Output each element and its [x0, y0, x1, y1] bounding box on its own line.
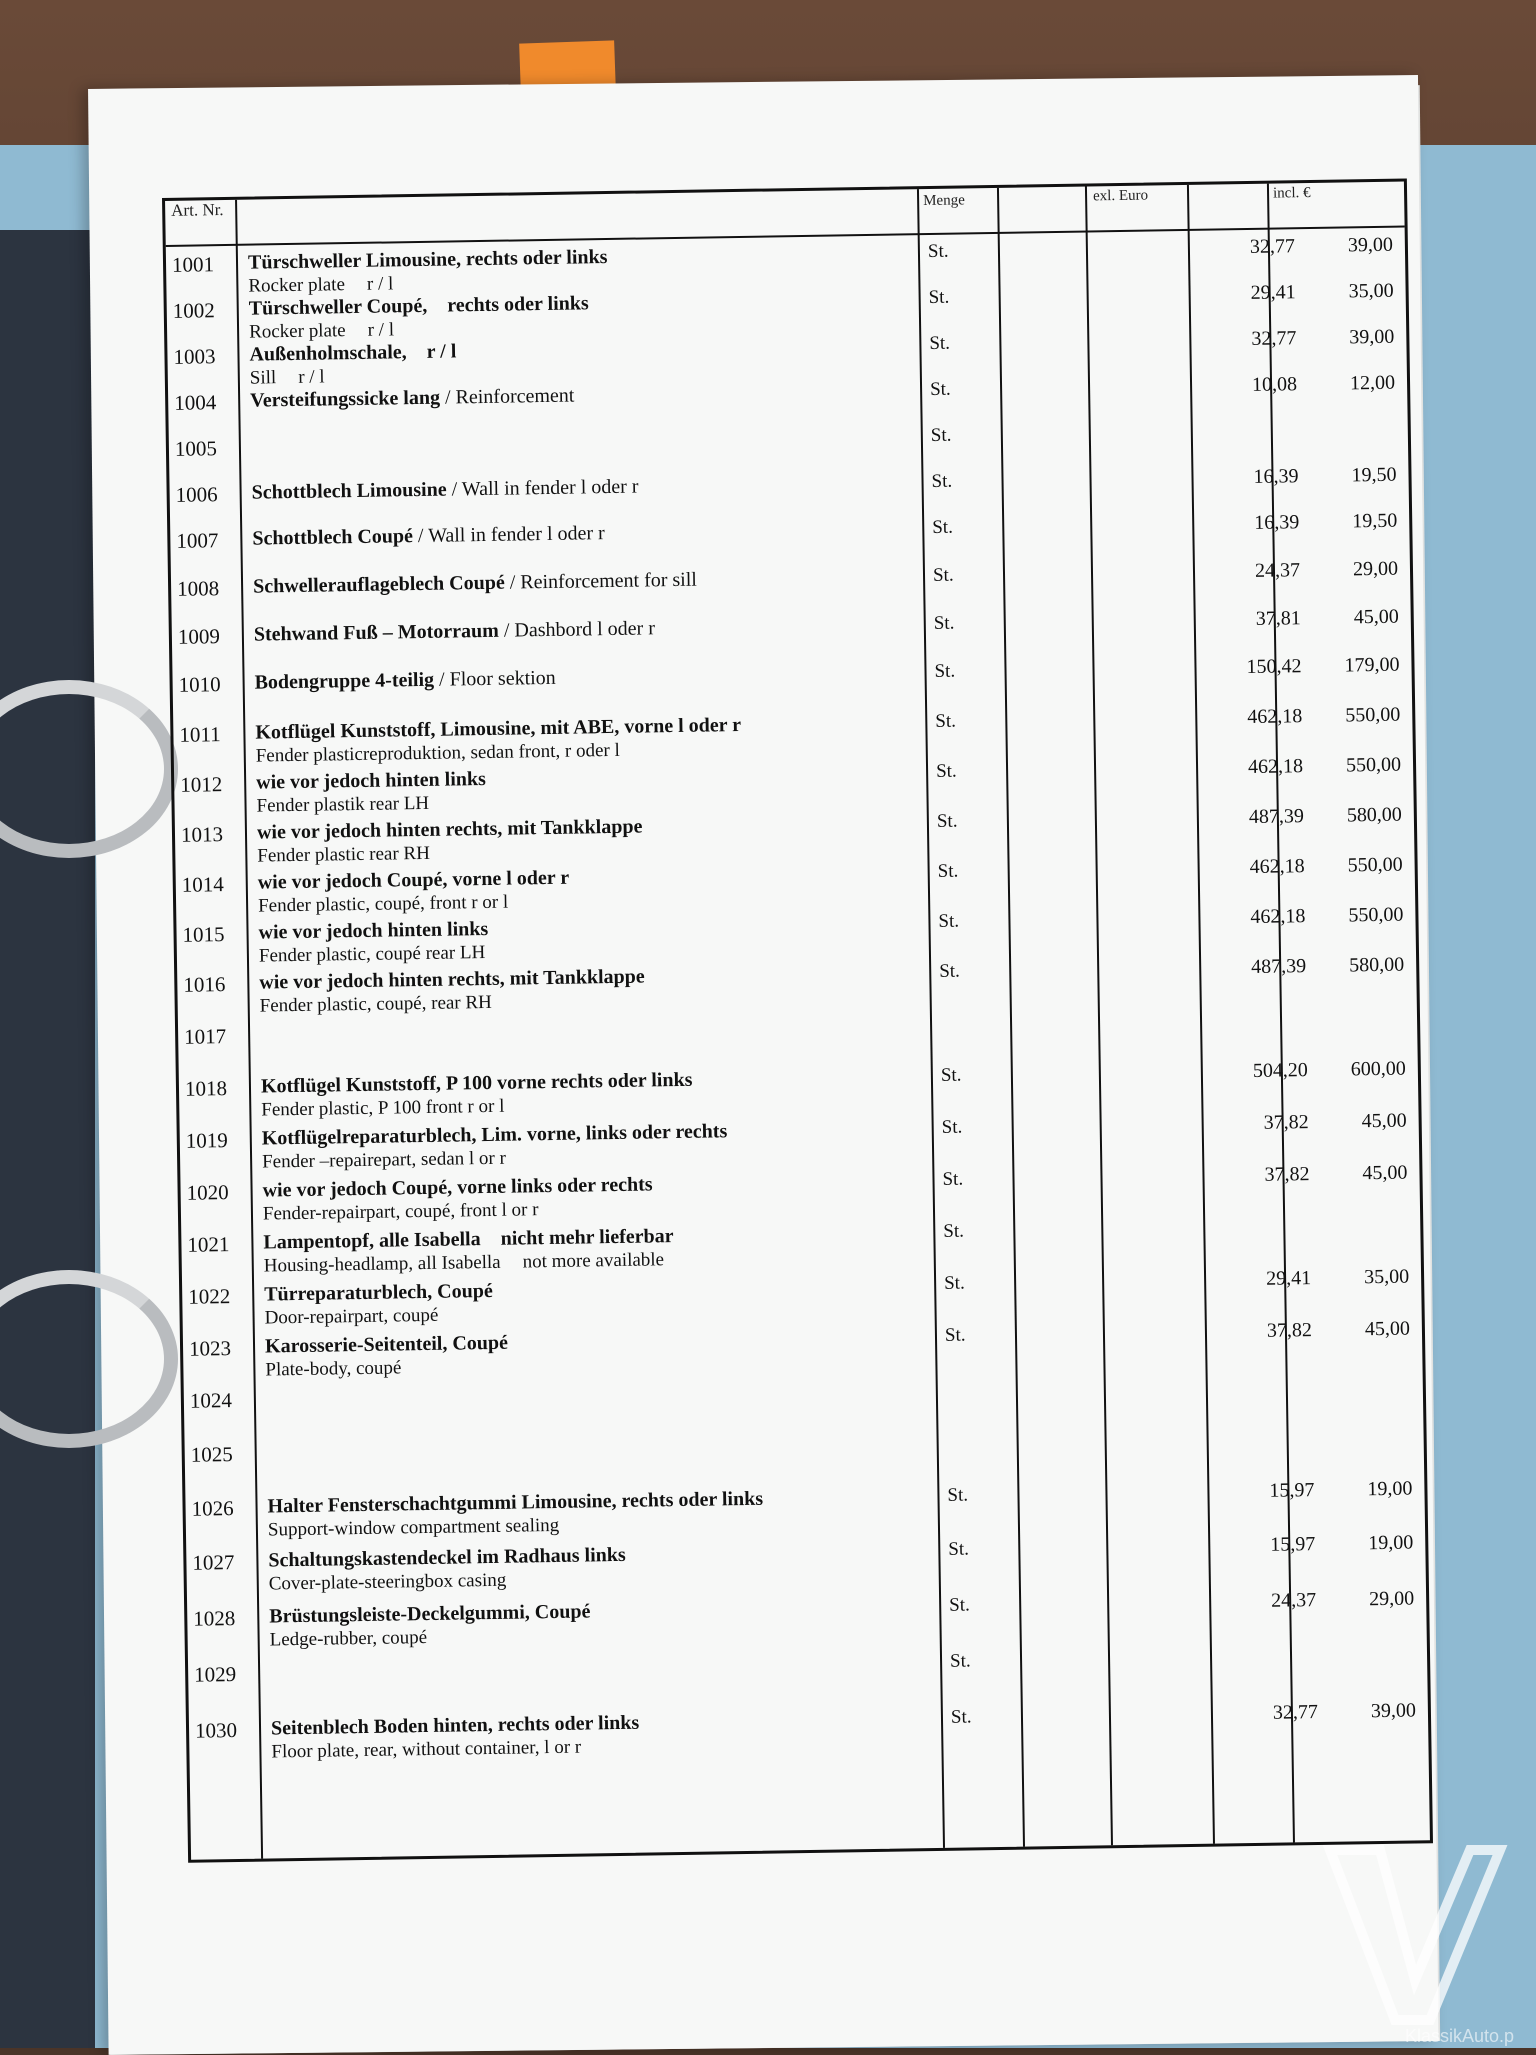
price-exl: 16,39 — [1253, 465, 1299, 488]
watermark-logo-icon — [1320, 1830, 1510, 2030]
price-incl: 29,00 — [1368, 1587, 1415, 1611]
header-exl-euro: exl. Euro — [1092, 187, 1149, 205]
quantity-unit: St. — [935, 710, 957, 732]
quantity-unit: St. — [935, 760, 957, 782]
description-de: Schwellerauflageblech Coupé / Reinforcement for sill — [252, 568, 698, 598]
quantity-unit: St. — [929, 332, 951, 354]
quantity-unit: St. — [948, 1538, 970, 1560]
description-en: Rocker plate r / l — [248, 319, 395, 343]
quantity-unit: St. — [937, 860, 959, 882]
price-exl: 462,18 — [1247, 705, 1303, 729]
description-de: Versteifungssicke lang / Reinforcement — [250, 384, 575, 412]
description-de: wie vor jedoch Coupé, vorne l oder r — [257, 866, 570, 894]
price-incl: 550,00 — [1348, 903, 1404, 927]
article-number: 1003 — [173, 344, 216, 369]
quantity-unit: St. — [944, 1324, 966, 1346]
price-exl: 487,39 — [1248, 805, 1305, 829]
price-incl: 19,50 — [1352, 509, 1398, 533]
description-de: wie vor jedoch Coupé, vorne links oder rechts — [262, 1173, 653, 1202]
price-incl: 35,00 — [1348, 279, 1394, 303]
description-en: Fender plastic, P 100 front r or l — [261, 1095, 505, 1121]
description-de: Bodengruppe 4-teilig / Floor sektion — [254, 666, 556, 694]
price-exl: 24,37 — [1254, 559, 1301, 582]
price-exl: 24,37 — [1270, 1589, 1317, 1612]
quantity-unit: St. — [930, 424, 952, 446]
description-de: wie vor jedoch hinten links — [256, 767, 487, 794]
price-exl: 462,18 — [1247, 755, 1304, 779]
price-exl: 15,97 — [1270, 1533, 1316, 1556]
quantity-unit: St. — [932, 564, 954, 586]
price-exl: 15,97 — [1269, 1479, 1315, 1502]
price-incl: 580,00 — [1349, 953, 1405, 977]
quantity-unit: St. — [936, 810, 958, 832]
price-incl: 580,00 — [1346, 803, 1403, 827]
description-de: Kotflügelreparaturblech, Lim. vorne, links oder rechts — [261, 1120, 728, 1150]
price-exl: 150,42 — [1246, 655, 1302, 679]
quantity-unit: St. — [950, 1706, 972, 1728]
quantity-unit: St. — [943, 1272, 965, 1294]
price-incl: 550,00 — [1347, 853, 1403, 877]
description-en: Door-repairpart, coupé — [264, 1304, 439, 1329]
quantity-unit: St. — [949, 1594, 970, 1616]
description-de: Karosserie-Seitenteil, Coupé — [264, 1331, 509, 1358]
price-exl: 32,77 — [1272, 1701, 1319, 1724]
price-incl: 29,00 — [1352, 557, 1399, 581]
description-en: Fender-repairpart, coupé, front l or r — [262, 1199, 539, 1225]
price-exl: 29,41 — [1250, 281, 1296, 304]
article-number: 1011 — [179, 722, 221, 747]
description-en: Floor plate, rear, without container, l or r — [271, 1736, 582, 1763]
quantity-unit: St. — [934, 660, 956, 682]
header-art-nr: Art. Nr. — [171, 200, 224, 220]
description-en: Sill r / l — [249, 366, 325, 389]
description-de: Lampentopf, alle Isabella nicht mehr lieferbar — [263, 1225, 674, 1254]
folder-inner-cover — [0, 230, 95, 2048]
description-en: Fender plastic, coupé, front r or l — [257, 891, 509, 917]
article-number: 1028 — [193, 1606, 236, 1631]
description-de: Brüstungsleiste-Deckelgummi, Coupé — [269, 1600, 591, 1628]
description-en: Fender plastic, coupé, rear RH — [259, 991, 492, 1017]
article-number: 1014 — [181, 872, 224, 897]
price-incl: 45,00 — [1362, 1161, 1408, 1185]
price-exl: 37,82 — [1266, 1319, 1313, 1342]
article-number: 1021 — [187, 1232, 230, 1257]
description-en: Fender –repairepart, sedan l or r — [261, 1147, 507, 1173]
price-incl: 39,00 — [1349, 325, 1395, 349]
article-number: 1026 — [191, 1496, 234, 1521]
description-en: Fender plastik rear LH — [256, 792, 430, 817]
price-exl: 37,82 — [1264, 1163, 1310, 1186]
description-de: Seitenblech Boden hinten, rechts oder links — [270, 1711, 640, 1740]
article-number: 1005 — [174, 436, 218, 461]
price-exl: 29,41 — [1265, 1267, 1312, 1290]
article-number: 1024 — [189, 1388, 233, 1413]
quantity-unit: St. — [949, 1650, 971, 1672]
price-incl: 600,00 — [1350, 1057, 1407, 1081]
description-de: Halter Fensterschachtgummi Limousine, rechts oder links — [267, 1487, 764, 1518]
price-exl: 504,20 — [1252, 1059, 1309, 1082]
description-de: Türschweller Coupé, rechts oder links — [248, 292, 589, 320]
description-de: Schaltungskastendeckel im Radhaus links — [268, 1543, 626, 1572]
article-number: 1030 — [194, 1718, 238, 1743]
price-exl: 32,77 — [1251, 327, 1297, 350]
price-incl: 12,00 — [1349, 371, 1396, 395]
quantity-unit: St. — [941, 1116, 963, 1138]
description-de: Stehwand Fuß – Motorraum / Dashbord l oder r — [253, 617, 656, 646]
description-de: Türreparaturblech, Coupé — [264, 1279, 493, 1306]
description-en: Fender plastic, coupé rear LH — [258, 942, 486, 967]
article-number: 1016 — [183, 972, 226, 997]
description-de: wie vor jedoch hinten rechts, mit Tankklappe — [256, 815, 643, 844]
quantity-unit: St. — [943, 1220, 965, 1242]
description-en: Fender plastic rear RH — [257, 842, 431, 867]
price-incl: 35,00 — [1363, 1265, 1410, 1289]
description-de: Außenholmschale, r / l — [249, 340, 457, 366]
article-number: 1009 — [177, 624, 221, 649]
article-number: 1029 — [194, 1662, 237, 1687]
price-incl: 550,00 — [1345, 753, 1402, 777]
watermark-text: KlassikAuto.p — [1405, 2026, 1515, 2046]
price-incl: 45,00 — [1361, 1109, 1407, 1133]
article-number: 1022 — [188, 1284, 231, 1309]
price-incl: 45,00 — [1364, 1317, 1411, 1341]
quantity-unit: St. — [932, 516, 954, 538]
article-number: 1004 — [174, 390, 217, 415]
quantity-unit: St. — [942, 1168, 964, 1190]
article-number: 1027 — [192, 1550, 235, 1575]
article-number: 1018 — [184, 1076, 228, 1101]
price-incl: 19,00 — [1367, 1477, 1413, 1501]
price-incl: 179,00 — [1344, 653, 1400, 677]
description-en: Housing-headlamp, all Isabella not more available — [263, 1249, 665, 1277]
quantity-unit: St. — [929, 378, 951, 400]
description-en: Plate-body, coupé — [265, 1357, 402, 1381]
price-incl: 39,00 — [1347, 233, 1394, 257]
description-de: Schottblech Limousine / Wall in fender l oder r — [251, 475, 639, 504]
price-exl: 16,39 — [1254, 511, 1300, 534]
quantity-unit: St. — [927, 240, 949, 262]
price-exl: 37,81 — [1255, 607, 1301, 630]
article-number: 1007 — [176, 528, 219, 553]
article-number: 1015 — [182, 922, 225, 947]
description-de: Schottblech Coupé / Wall in fender l oder r — [252, 522, 605, 550]
description-de: Kotflügel Kunststoff, P 100 vorne rechts oder links — [260, 1068, 693, 1098]
article-number: 1013 — [180, 822, 224, 847]
article-number: 1006 — [175, 482, 218, 507]
description-en: Fender plasticreproduktion, sedan front, r oder l — [255, 739, 620, 767]
price-incl: 19,00 — [1368, 1531, 1414, 1555]
article-number: 1020 — [186, 1180, 229, 1205]
price-exl: 462,18 — [1249, 855, 1305, 878]
price-exl: 462,18 — [1250, 905, 1306, 928]
quantity-unit: St. — [947, 1484, 969, 1506]
quantity-unit: St. — [931, 470, 953, 492]
price-exl: 10,08 — [1251, 373, 1298, 396]
price-incl: 550,00 — [1345, 703, 1401, 727]
description-de: Türschweller Limousine, rechts oder links — [247, 246, 608, 274]
article-number: 1025 — [190, 1442, 233, 1467]
quantity-unit: St. — [928, 286, 950, 308]
header-menge: Menge — [923, 192, 965, 210]
price-incl: 19,50 — [1351, 463, 1397, 487]
article-number: 1002 — [172, 298, 215, 323]
article-number: 1019 — [185, 1128, 228, 1153]
price-exl: 32,77 — [1249, 235, 1296, 258]
description-de: wie vor jedoch hinten links — [258, 917, 489, 944]
article-number: 1010 — [178, 672, 221, 697]
quantity-unit: St. — [939, 960, 961, 982]
quantity-unit: St. — [938, 910, 960, 932]
description-de: Kotflügel Kunststoff, Limousine, mit ABE, vorne l oder r — [255, 713, 742, 744]
article-number: 1001 — [171, 252, 215, 277]
description-de: wie vor jedoch hinten rechts, mit Tankklappe — [259, 965, 645, 994]
header-incl-euro: incl. € — [1272, 184, 1311, 202]
price-exl: 487,39 — [1251, 955, 1307, 978]
description-en: Support-window compartment sealing — [267, 1514, 560, 1541]
parts-price-table — [162, 178, 1433, 1862]
description-en: Rocker plate r / l — [248, 273, 394, 297]
quantity-unit: St. — [933, 612, 955, 634]
article-number: 1012 — [180, 772, 223, 797]
article-number: 1017 — [183, 1024, 227, 1049]
price-incl: 45,00 — [1353, 605, 1399, 629]
description-en: Ledge-rubber, coupé — [269, 1627, 428, 1651]
price-exl: 37,82 — [1263, 1111, 1309, 1134]
article-number: 1023 — [188, 1336, 232, 1361]
article-number: 1008 — [176, 576, 220, 601]
price-incl: 39,00 — [1370, 1699, 1417, 1723]
quantity-unit: St. — [940, 1064, 962, 1086]
description-en: Cover-plate-steeringbox casing — [268, 1569, 507, 1595]
